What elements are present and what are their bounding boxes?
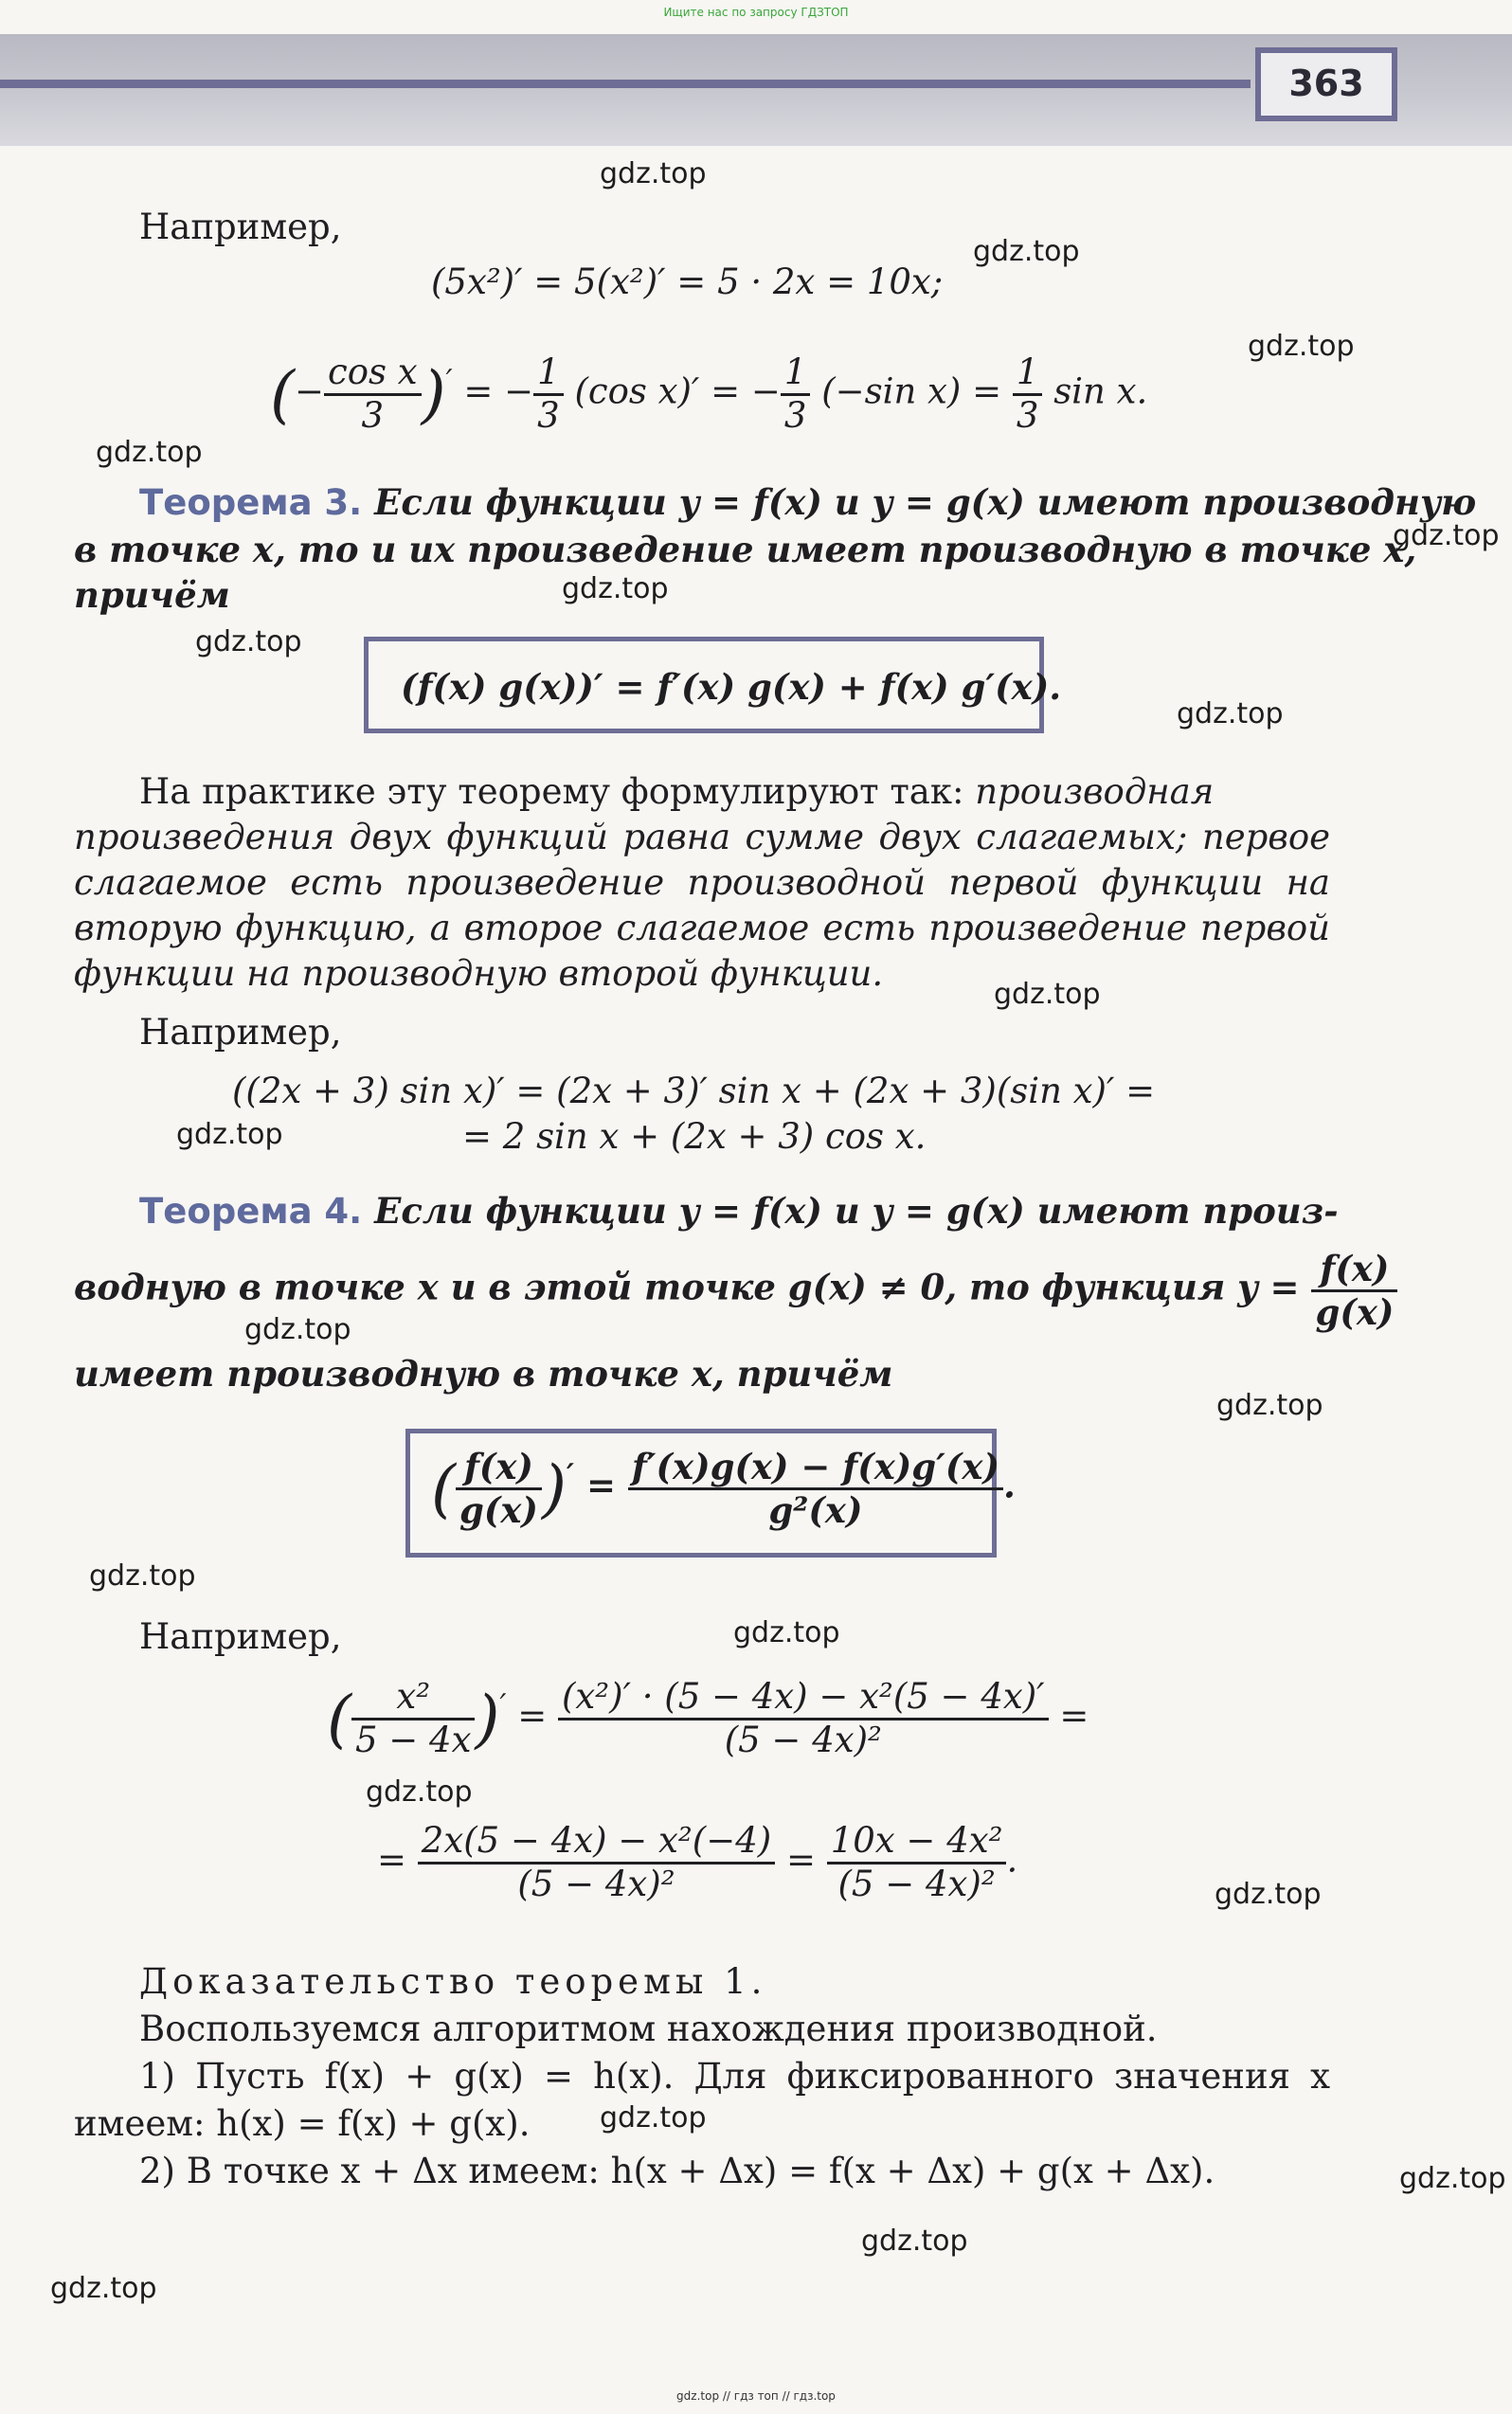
example3-rhs1: $\frac{\text{(x²)′ · (5 − 4x) − x²(5 − 4x)′}}{\text{(5 − 4x)²}}$	[558, 1677, 1049, 1760]
watermark: gdz.top	[733, 1616, 840, 1649]
watermark: gdz.top	[89, 1559, 196, 1593]
theorem4-line3: имеет производную в точке x, причём	[74, 1353, 893, 1395]
theorem4-label: Теорема 4.	[139, 1191, 363, 1232]
watermark: gdz.top	[244, 1313, 351, 1346]
watermark: gdz.top	[600, 2101, 707, 2135]
top-notice: Ищите нас по запросу ГДЗТОП	[663, 6, 849, 19]
proof-line1: Воспользуемся алгоритмом нахождения производной.	[139, 2009, 1158, 2049]
watermark: gdz.top	[562, 572, 669, 605]
theorem4-formula-box	[405, 1429, 1016, 1558]
proof-line2: 1) Пусть f(x) + g(x) = h(x). Для фиксированного значения x	[139, 2056, 1330, 2097]
one-third-2: $\frac{1}{3}$	[781, 352, 811, 436]
example3-line2: = $\frac{\text{2x(5 − 4x) − x²(−4)}}{\text{(5 − 4x)²}}$ = $\frac{\text{10x − 4x²}}{\text{(5 − 4x)²}}$ .	[377, 1820, 1018, 1904]
example1-mid2: (−sin x) =	[821, 370, 1002, 412]
watermark: gdz.top	[1177, 697, 1284, 730]
example1-mid1: (cos x)′ = −	[574, 370, 781, 412]
practice-line2: произведения двух функций равна сумме двух слагаемых; первое	[74, 817, 1330, 857]
practice-line5: функции на производную второй функции.	[74, 953, 884, 994]
theorem4-text2: водную в точке x и в этой точке g(x) ≠ 0, то функция y =	[74, 1266, 1300, 1308]
proof-line4: 2) В точке x + Δx имеем: h(x + Δx) = f(x + Δx) + g(x + Δx).	[139, 2151, 1215, 2191]
proof-title: Доказательство теоремы 1.	[139, 1961, 767, 2002]
page-number: 363	[1255, 47, 1397, 121]
example3-rhs3: $\frac{\text{10x − 4x²}}{\text{(5 − 4x)²}}$	[827, 1821, 1007, 1904]
example2-line1: ((2x + 3) sin x)′ = (2x + 3)′ sin x + (2x + 3)(sin x)′ =	[232, 1071, 1156, 1111]
example2-line2: = 2 sin x + (2x + 3) cos x.	[462, 1116, 927, 1157]
watermark: gdz.top	[1248, 330, 1355, 363]
watermark: gdz.top	[1215, 1878, 1322, 1911]
watermark: gdz.top	[96, 436, 203, 469]
watermark: gdz.top	[1393, 519, 1500, 552]
theorem3-formula: (f(x) g(x))′ = f′(x) g(x) + f(x) g′(x).	[401, 666, 1062, 708]
theorem3-text1: Если функции y = f(x) и y = g(x) имеют производную	[374, 481, 1477, 523]
practice-italic: производная	[975, 771, 1215, 812]
example1-line1: (5x²)′ = 5(x²)′ = 5 · 2x = 10x;	[431, 261, 944, 302]
theorem4-y-fraction: $\frac{f(x)}{g(x)}$	[1311, 1249, 1397, 1332]
footer-credits: gdz.top // гдз топ // гдз.top	[676, 2389, 836, 2403]
example3-line1: ( $\frac{\text{x²}}{5 - 4x}$ )′ = $\frac{\text{(x²)′ · (5 − 4x) − x²(5 − 4x)′}}{\text{(5 − 4x)²}}$ =	[327, 1676, 1089, 1760]
theorem4-text1: Если функции y = f(x) и y = g(x) имеют произ-	[374, 1190, 1339, 1232]
theorem4-f-over-g: $\frac{f(x)}{g(x)}$	[456, 1447, 542, 1530]
example3-fraction: $\frac{\text{x²}}{5 - 4x}$	[351, 1677, 475, 1760]
practice-line4: вторую функцию, а второе слагаемое есть произведение первой	[74, 908, 1330, 948]
watermark: gdz.top	[195, 625, 302, 658]
watermark: gdz.top	[994, 978, 1101, 1011]
theorem3-line3: причём	[74, 574, 230, 616]
watermark: gdz.top	[176, 1118, 283, 1151]
proof-line3: имеем: h(x) = f(x) + g(x).	[74, 2103, 531, 2144]
example2-intro: Например,	[139, 1012, 342, 1053]
theorem3-formula-box	[364, 637, 1062, 733]
example3-rhs2: $\frac{\text{2x(5 − 4x) − x²(−4)}}{\text{(5 − 4x)²}}$	[418, 1821, 775, 1904]
practice-normal: На практике эту теорему формулируют так:	[139, 771, 964, 812]
example1-end: sin x.	[1053, 370, 1148, 412]
practice-line3: слагаемое есть произведение производной первой функции на	[74, 862, 1330, 903]
theorem4-formula: ( $\frac{f(x)}{g(x)}$ )′ = $\frac{f'(x)g(x) - f(x)g'(x)}{\text{g²(x)}}$ .	[431, 1446, 1016, 1531]
theorem3-label: Теорема 3.	[139, 482, 363, 523]
watermark: gdz.top	[973, 235, 1080, 268]
watermark: gdz.top	[600, 157, 707, 190]
one-third-3: $\frac{1}{3}$	[1013, 352, 1043, 436]
practice-line1	[139, 771, 1214, 812]
watermark: gdz.top	[861, 2225, 968, 2258]
header-rule	[0, 80, 1251, 88]
one-third-1: $\frac{1}{3}$	[533, 352, 564, 436]
example3-intro: Например,	[139, 1616, 342, 1657]
theorem4-line1	[139, 1190, 1339, 1232]
watermark: gdz.top	[1399, 2162, 1506, 2195]
watermark: gdz.top	[366, 1775, 473, 1809]
watermark: gdz.top	[1216, 1389, 1323, 1422]
theorem3-line1	[139, 481, 1476, 523]
example1-line2: (− $\frac{\text{cos x}}{3}$ )′ = − $\frac{1}{3}$ (cos x)′ = − $\frac{1}{3}$ (−sin x) = $\frac{1}{3}$ sin x.	[270, 351, 1148, 436]
theorem3-line2: в точке x, то и их произведение имеет производную в точке x,	[74, 529, 1417, 570]
theorem4-quotient-rule: $\frac{f'(x)g(x) - f(x)g'(x)}{\text{g²(x)}}$	[628, 1447, 1003, 1530]
example1-intro: Например,	[139, 207, 342, 247]
cos-fraction: $\frac{\text{cos x}}{3}$	[324, 352, 422, 436]
watermark: gdz.top	[50, 2272, 157, 2305]
